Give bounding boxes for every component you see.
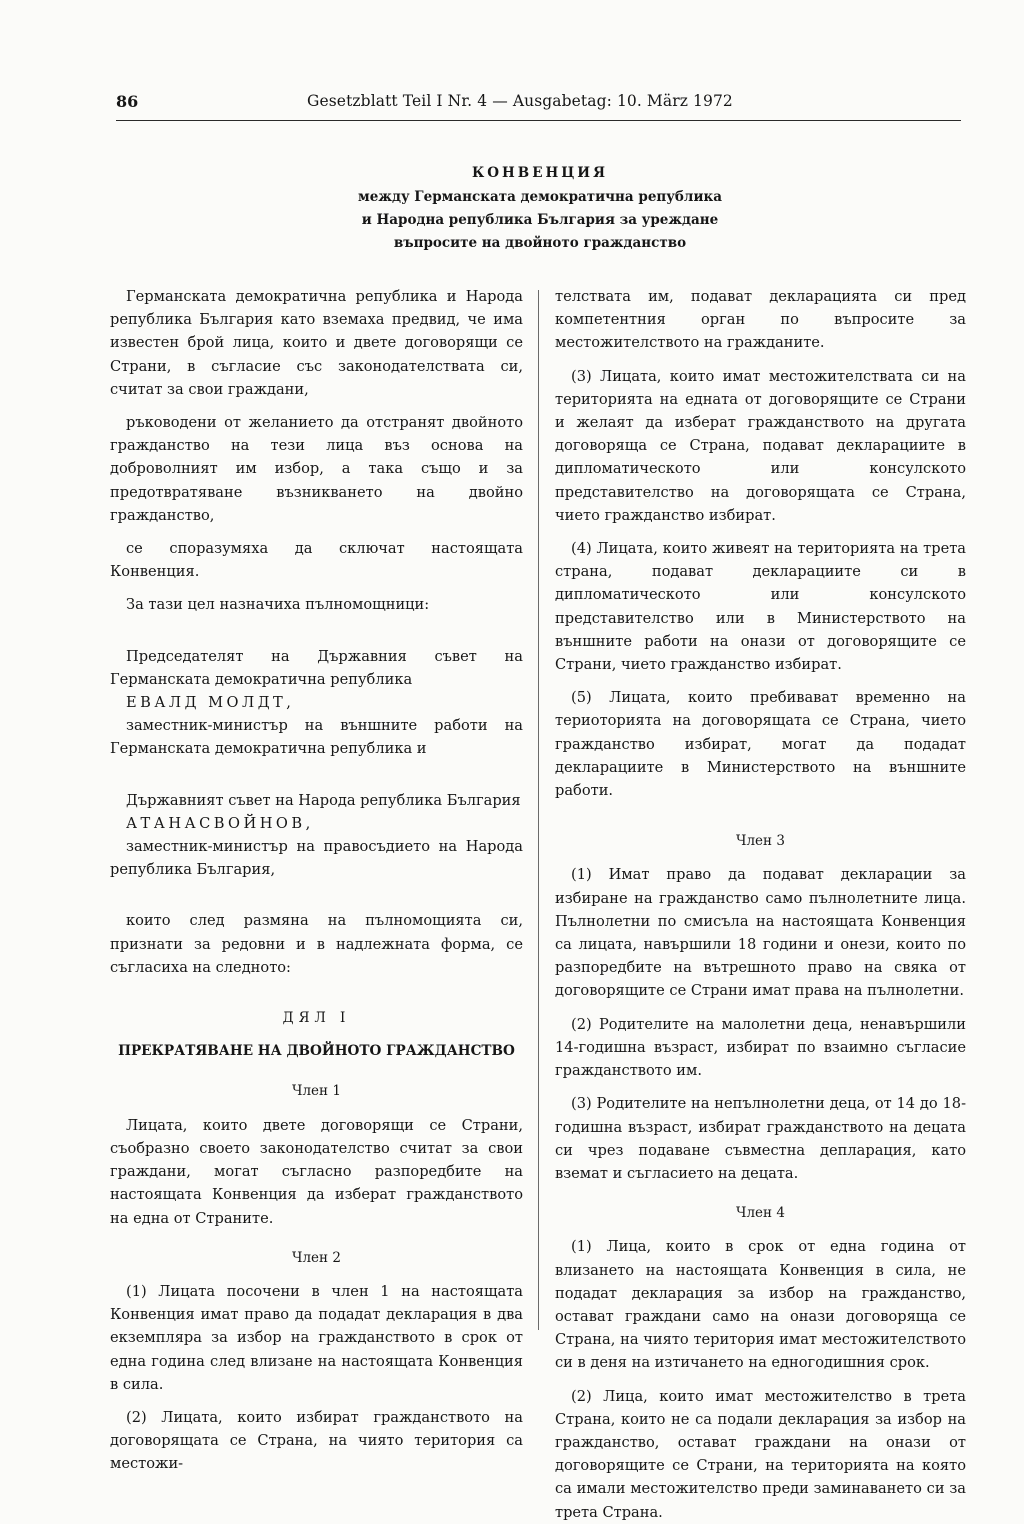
article-2-paragraph-2-continued: телствата им, подават декларацията си пред компетентния орган по въпросите за местожителството на гражданите. — [555, 288, 966, 352]
closing-paragraph: които след размяна на пълномощията си, признати за редовни и в надлежната форма, се съгласиха на следното: — [110, 912, 523, 976]
title-main: КОНВЕНЦИЯ — [472, 165, 608, 181]
article-3-paragraph-2: (2) Родителите на малолетни деца, ненавършили 14-годишна възраст, избират по взаимно съгласие гражданството им. — [555, 1015, 966, 1080]
column-divider — [538, 290, 539, 1330]
article-4-heading: Член 4 — [736, 1205, 785, 1222]
article-1-heading: Член 1 — [292, 1083, 341, 1100]
preamble-paragraph: ръководени от желанието да отстранят двойното гражданство на тези лица въз основа на доброволният им избор, а така също и за предотвратяване възникването на двойно гражданство, — [110, 414, 523, 524]
bg-plenipotentiary-name: АТАНАСВОЙНОВ, — [126, 814, 314, 832]
article-1-text: Лицата, които двете договорящи се Страни, съобразно своето законодателство считат за свои граждани, могат съгласно разпоредбите на настоящата Конвенция да изберат гражданството на една от Страните. — [110, 1116, 523, 1227]
article-2-paragraph-5: (5) Лицата, които пребивават временно на териоторията на договорящата се Страна, чието гражданство избират, могат да подадат декларациите в Министерството на външните работи. — [555, 689, 966, 800]
gdr-plenipotentiary-role: заместник-министър на външните работи на Германската демократична република и — [110, 717, 523, 758]
bg-plenipotentiary-role: заместник-министър на правосъдието на Народа република България, — [110, 838, 523, 879]
preamble-paragraph: се споразумяха да сключат настоящата Конвенция. — [110, 540, 523, 581]
article-3-paragraph-3: (3) Родителите на непълнолетни деца, от 14 до 18-годишна възраст, избират гражданството на децата си чрез подаване съвместна депларация, като вземат и съгласието на децата. — [555, 1095, 966, 1182]
bg-authority: Държавният съвет на Народа република България — [126, 791, 521, 809]
right-column — [555, 285, 966, 1524]
convention-title — [300, 165, 780, 255]
preamble-paragraph: За тази цел назначиха пълномощници: — [126, 596, 430, 614]
article-3-paragraph-1: (1) Имат право да подават декларации за избиране на гражданство само пълнолетните лица. Пълнолетни по смисъла на настоящата Конвенция са лицата, навършили 18 години и онези, които по разпоредбите на вътрешното право на свяка от договорящите се Страни имат права на пълнолетни. — [555, 866, 966, 1000]
article-4-paragraph-2: (2) Лица, които имат местожителство в трета Страна, които не са подали декларация за избор на гражданство, остават граждани на онази от договорящите се Страни, на територията на която са имали местожителство преди заминаването си за трета Страна. — [555, 1387, 966, 1521]
part-title: ПРЕКРАТЯВАНЕ НА ДВОЙНОТО ГРАЖДАНСТВО — [118, 1043, 515, 1060]
title-subtitle-line-3: въпросите на двойното гражданство — [393, 235, 687, 251]
article-2-paragraph-1: (1) Лицата посочени в член 1 на настоящата Конвенция имат право да подадат декларация в два екземпляра за избор на гражданството в срок от една година след влизане на настоящата Конвенция в сила. — [110, 1282, 523, 1393]
preamble-paragraph: Германската демократична република и Народа република България като вземаха предвид, че има известен брой лица, които и двете договорящи се Страни, в съгласие със законодателствата си, считат за свои граждани, — [110, 288, 523, 398]
article-3-heading: Член 3 — [736, 833, 785, 850]
article-4-paragraph-1: (1) Лица, които в срок от една година от влизането на настоящата Конвенция в сила, не подадат декларация за избор на гражданство, остават граждани само на онази договоряща се Страна, на чиято територия имат местожителството си в деня на изтичането на едногодишния срок. — [555, 1238, 966, 1372]
page-number: 86 — [116, 92, 139, 111]
article-2-paragraph-4: (4) Лицата, които живеят на територията на трета страна, подават декларациите си в дипломатическото или консулското представителство или в Министерството на външните работи на онази от договорящите се Страни, чието гражданство избират. — [555, 540, 966, 674]
part-heading: ДЯЛ I — [282, 1010, 351, 1027]
page-header — [116, 88, 961, 121]
gazette-issue-line: Gesetzblatt Teil I Nr. 4 — Ausgabetag: 10. März 1972 — [307, 92, 733, 110]
article-2-heading: Член 2 — [292, 1249, 341, 1266]
left-column — [110, 285, 523, 1476]
article-2-paragraph-3: (3) Лицата, които имат местожителствата си на територията на едната от договорящите се Страни и желаят да изберат гражданството на другата договоряща се Страна, подават декларациите в дипломатическото или консулското представителство на договорящата се Страна, чието гражданство избират. — [555, 367, 966, 524]
gdr-plenipotentiary-name: ЕВАЛД МОЛДТ, — [126, 694, 295, 712]
title-subtitle-line-1: между Германската демократична република — [358, 189, 722, 205]
title-subtitle-line-2: и Народна република България за уреждане — [361, 212, 719, 228]
gdr-authority: Председателят на Държавния съвет на Германската демократична република — [110, 647, 523, 688]
article-2-paragraph-2: (2) Лицата, които избират гражданството на договорящата се Страна, на чиято територия са местожи- — [110, 1408, 523, 1473]
